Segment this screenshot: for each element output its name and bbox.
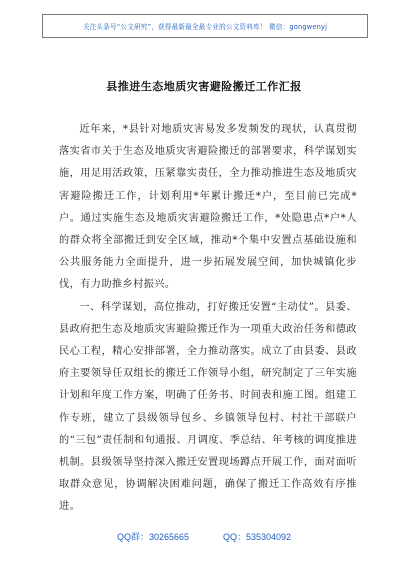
qq-group-number: QQ群：30265665 — [116, 532, 189, 542]
promo-banner — [42, 14, 368, 38]
paragraph-intro: 近年来，*县针对地质灾害易发多发频发的现状，认真贯彻落实省市关于生态及地质灾害避险搬迁的部署要求，科学谋划实施，用足用活政策，压紧靠实责任，全力推动推进生态及地质灾害避险搬迁工作，计划利用*年累计搬迁*户，至目前已完成*户。通过实施生态及地质灾害避险搬迁工作，*处隐患点*户*人的群众将全部搬迁到安全区域，推动*个集中安置点基础设施和公共服务能力全面提升，进一步拓展发展空间，加快城镇化步伐，有力助推乡村振兴。 — [59, 124, 357, 291]
footer-contact — [0, 530, 408, 543]
document-title: 县推进生态地质灾害避险搬迁工作汇报 — [106, 80, 302, 93]
document-body — [59, 119, 357, 519]
paragraph-section-1: 一、科学谋划，高位推动，打好搬迁安置“主动仗”。县委、县政府把生态及地质灾害避险搬迁作为一项重大政治任务和德政民心工程，精心安排部署，全力推动落实。成立了由县委、县政府主要领导任双组长的搬迁工作领导小组，研究制定了三年实施计划和年度工作方案，明确了任务书、时间表和施工图。组建工作专班，建立了县级领导包乡、乡镇领导包村、村社干部联户的“三包”责任制和旬通报、月调度、季总结、年考核的调度推进机制。县级领导坚持深入搬迁安置现场蹲点开展工作，面对面听取群众意见，协调解决困难问题，确保了搬迁工作高效有序推进。 — [59, 301, 357, 513]
promo-text: 关注头条号“公文研究”，获得最新最全最专业的公文资料库！ 微信：gongwenyj — [82, 23, 328, 31]
qq-number: QQ：535304092 — [222, 532, 292, 542]
